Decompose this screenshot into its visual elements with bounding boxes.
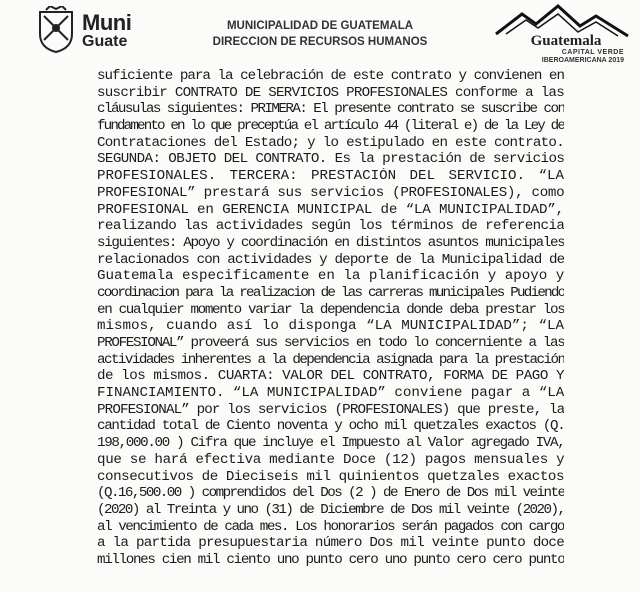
contract-line: a la partida presupuestaria número Dos mil veinte punto doce — [97, 535, 564, 552]
contract-line: al vencimiento de cada mes. Los honorarios serán pagados con cargo — [97, 518, 564, 535]
contract-body — [97, 68, 564, 569]
contract-line: consecutivos de Dieciseis mil quinientos quetzales exactos — [97, 468, 564, 485]
contract-line: FINANCIAMIENTO. “LA MUNICIPALIDAD” conviene pagar a “LA — [97, 385, 564, 402]
contract-line: PROFESIONAL” por los servicios (PROFESIONALES) que preste, la — [97, 401, 564, 418]
contract-line: de los mismos. CUARTA: VALOR DEL CONTRATO, FORMA DE PAGO Y — [97, 368, 564, 385]
contract-line: SEGUNDA: OBJETO DEL CONTRATO. Es la prestación de servicios — [97, 151, 564, 168]
organization-heading — [200, 18, 440, 50]
contract-line: Contrataciones del Estado; y lo estipulado en este contrato. — [97, 134, 564, 151]
contract-line: fundamento en lo que preceptúa el artículo 44 (literal e) de la Ley de — [97, 118, 564, 135]
contract-line: cláusulas siguientes: PRIMERA: El presente contrato se suscribe con — [97, 101, 564, 118]
muniguate-logo — [82, 12, 131, 50]
org-name: MUNICIPALIDAD DE GUATEMALA — [226, 20, 414, 32]
contract-line: realizando las actividades según los términos de referencia — [97, 218, 564, 235]
contract-line: PROFESIONAL” prestará sus servicios (PROFESIONALES), como — [97, 184, 564, 201]
contract-line: suscribir CONTRATO DE SERVICIOS PROFESIONALES conforme a las — [97, 84, 564, 101]
contract-line: que se hará efectiva mediante Doce (12) pagos mensuales y — [97, 451, 564, 468]
muni-logo-text: Muni — [82, 10, 132, 35]
contract-line: 198,000.00 ) Cifra que incluye el Impuesto al Valor agregado IVA, — [97, 435, 564, 452]
guatemala-logo-text: Guatemala — [530, 33, 602, 49]
contract-line: millones cien mil ciento uno punto cero uno punto cero cero punto — [97, 551, 564, 568]
iberoamericana-year-text: IBEROAMERICANA 2019 — [541, 57, 624, 64]
contract-line: (2020) al Treinta y uno (31) de Diciembre de Dos mil veinte (2020), — [97, 501, 564, 518]
contract-line: (Q.16,500.00 ) comprendidos del Dos (2 ) de Enero de Dos mil veinte — [97, 485, 564, 502]
contract-line: PROFESIONAL” proveerá sus servicios en todo lo concerniente a las — [97, 335, 564, 351]
contract-line: mismos, cuando así lo disponga “LA MUNICIPALIDAD”; “LA — [97, 318, 564, 335]
contract-line: siguientes: Apoyo y coordinación en distintos asuntos municipales — [97, 234, 564, 251]
contract-line: relacionados con actividades y deporte de la Municipalidad de — [97, 251, 564, 268]
contract-line: PROFESIONALES. TERCERA: PRESTACIÓN DEL SERVICIO. “LA — [97, 168, 564, 185]
page-header — [0, 0, 640, 70]
contract-line: coordinacion para la realizacion de las carreras municipales Pudiendo — [97, 284, 564, 301]
contract-line: suficiente para la celebración de este contrato y convienen en — [97, 68, 564, 84]
contract-line: Guatemala especificamente en la planificación y apoyo y — [97, 268, 564, 285]
guate-logo-text: Guate — [82, 33, 128, 50]
contract-line: cantidad total de Ciento noventa y ocho mil quetzales exactos (Q. — [97, 418, 564, 435]
contract-line: en cualquier momento variar la dependencia donde deba prestar los — [97, 301, 564, 318]
department-name: DIRECCION DE RECURSOS HUMANOS — [212, 36, 428, 48]
contract-line: actividades inherentes a la dependencia asignada para la prestación — [97, 351, 564, 368]
municipal-crest-icon — [36, 6, 76, 54]
contract-line: PROFESIONAL en GERENCIA MUNICIPAL de “LA MUNICIPALIDAD”, — [97, 201, 564, 218]
capital-verde-text: CAPITAL VERDE — [561, 49, 624, 56]
